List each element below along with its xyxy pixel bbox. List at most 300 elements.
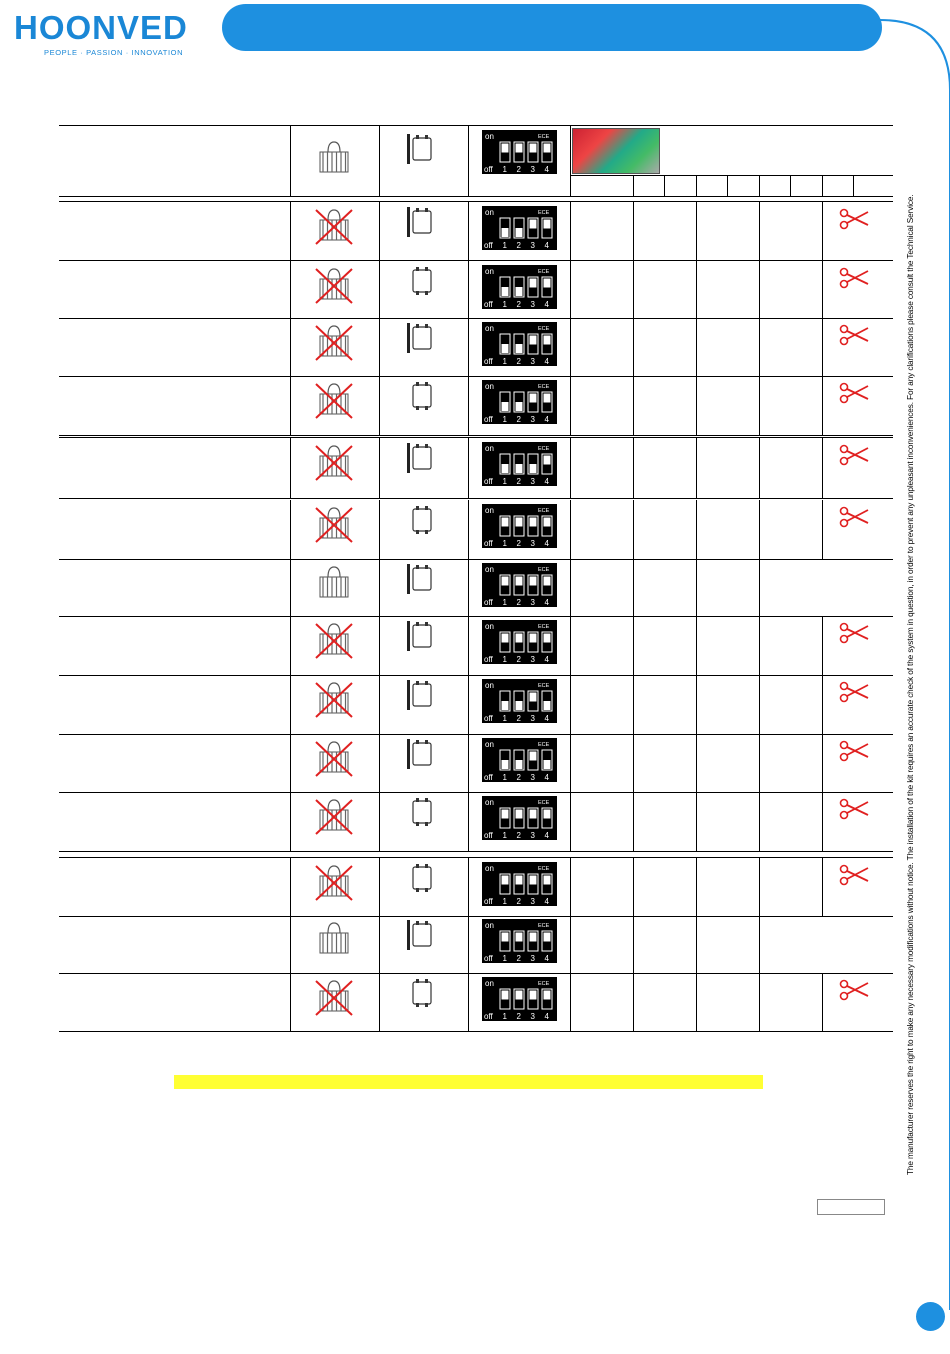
svg-text:off: off	[484, 165, 493, 174]
column-divider	[822, 376, 823, 435]
svg-text:off: off	[484, 598, 493, 607]
scissors-icon	[838, 382, 870, 404]
column-divider	[633, 734, 634, 792]
fan-disabled-icon	[314, 977, 354, 1017]
column-divider	[633, 559, 634, 616]
column-divider	[759, 734, 760, 792]
column-divider	[822, 973, 823, 1031]
svg-text:ECE: ECE	[538, 384, 550, 390]
svg-text:1: 1	[502, 655, 507, 664]
column-divider	[759, 616, 760, 675]
column-divider	[696, 734, 697, 792]
svg-text:3: 3	[530, 477, 535, 486]
column-divider	[696, 559, 697, 616]
svg-text:ECE: ECE	[538, 923, 550, 929]
svg-text:1: 1	[502, 165, 507, 174]
column-divider	[379, 915, 380, 973]
svg-text:3: 3	[530, 831, 535, 840]
svg-text:3: 3	[530, 954, 535, 963]
svg-text:3: 3	[530, 773, 535, 782]
column-divider	[468, 973, 469, 1031]
column-divider	[759, 915, 760, 973]
svg-text:3: 3	[530, 1012, 535, 1021]
subcell-divider	[696, 176, 697, 197]
svg-text:4: 4	[544, 165, 549, 174]
column-divider	[379, 792, 380, 851]
relay-module-icon	[405, 379, 435, 413]
svg-text:3: 3	[530, 598, 535, 607]
svg-text:1: 1	[502, 773, 507, 782]
relay-module-icon	[405, 441, 435, 475]
column-divider	[696, 376, 697, 435]
column-divider	[696, 973, 697, 1031]
svg-text:on: on	[485, 444, 494, 453]
svg-text:3: 3	[530, 415, 535, 424]
column-divider	[570, 973, 571, 1031]
column-divider	[633, 858, 634, 916]
dip-switch-icon	[482, 206, 557, 250]
table-row	[59, 792, 893, 852]
dip-switch-icon	[482, 380, 557, 424]
svg-text:1: 1	[502, 539, 507, 548]
svg-text:1: 1	[502, 300, 507, 309]
column-divider	[696, 858, 697, 916]
svg-text:4: 4	[544, 831, 549, 840]
column-divider	[379, 559, 380, 616]
column-divider	[759, 675, 760, 734]
disclaimer-note: The manufacturer reserves the right to make any necessary modifications without notice. The installation of the kit requires an accurate check of the system in question, in order to prevent any unpleasant inconveniences. For any clarifications please consult the Technical Service.	[906, 194, 915, 1175]
control-board-photo	[572, 128, 660, 174]
svg-text:4: 4	[544, 539, 549, 548]
svg-text:on: on	[485, 921, 494, 930]
column-divider	[570, 438, 571, 498]
relay-module-icon	[405, 678, 435, 712]
svg-text:off: off	[484, 300, 493, 309]
svg-text:4: 4	[544, 655, 549, 664]
fan-disabled-icon	[314, 206, 354, 246]
column-divider	[759, 858, 760, 916]
svg-text:4: 4	[544, 241, 549, 250]
fan-disabled-icon	[314, 442, 354, 482]
svg-text:on: on	[485, 798, 494, 807]
svg-text:1: 1	[502, 714, 507, 723]
svg-text:off: off	[484, 897, 493, 906]
column-divider	[633, 616, 634, 675]
dip-switch-icon	[482, 130, 557, 174]
svg-text:1: 1	[502, 831, 507, 840]
fan-icon	[314, 563, 354, 603]
column-divider	[290, 126, 291, 196]
column-divider	[379, 734, 380, 792]
svg-text:4: 4	[544, 954, 549, 963]
svg-text:ECE: ECE	[538, 210, 550, 216]
svg-text:on: on	[485, 681, 494, 690]
svg-text:3: 3	[530, 714, 535, 723]
svg-text:1: 1	[502, 1012, 507, 1021]
column-divider	[759, 202, 760, 260]
relay-module-icon	[405, 321, 435, 355]
svg-text:ECE: ECE	[538, 269, 550, 275]
column-divider	[759, 559, 760, 616]
column-divider	[290, 792, 291, 851]
svg-text:2: 2	[516, 539, 521, 548]
column-divider	[633, 261, 634, 318]
column-divider	[468, 376, 469, 435]
subcell-divider	[633, 176, 634, 197]
column-divider	[379, 202, 380, 260]
scissors-icon	[838, 208, 870, 230]
column-divider	[822, 616, 823, 675]
svg-text:ECE: ECE	[538, 567, 550, 573]
scissors-icon	[838, 324, 870, 346]
svg-text:off: off	[484, 714, 493, 723]
svg-text:3: 3	[530, 165, 535, 174]
scissors-icon	[838, 864, 870, 886]
column-divider	[379, 675, 380, 734]
column-divider	[696, 500, 697, 559]
svg-text:1: 1	[502, 897, 507, 906]
svg-text:on: on	[485, 622, 494, 631]
dip-switch-icon	[482, 977, 557, 1021]
brand-tagline: PEOPLE · PASSION · INNOVATION	[44, 48, 184, 57]
column-divider	[290, 261, 291, 318]
scissors-icon	[838, 979, 870, 1001]
column-divider	[290, 376, 291, 435]
table-row	[59, 616, 893, 676]
fan-icon	[314, 919, 354, 959]
column-divider	[759, 500, 760, 559]
column-divider	[379, 126, 380, 196]
column-divider	[570, 858, 571, 916]
column-divider	[633, 792, 634, 851]
table-row	[59, 437, 893, 499]
dip-switch-icon	[482, 442, 557, 486]
dip-switch-icon	[482, 620, 557, 664]
table-row	[59, 857, 893, 917]
svg-text:4: 4	[544, 477, 549, 486]
column-divider	[633, 973, 634, 1031]
svg-text:on: on	[485, 208, 494, 217]
svg-text:1: 1	[502, 357, 507, 366]
svg-text:off: off	[484, 655, 493, 664]
fan-icon	[314, 138, 354, 178]
svg-text:4: 4	[544, 598, 549, 607]
column-divider	[290, 500, 291, 559]
svg-text:2: 2	[516, 477, 521, 486]
column-divider	[822, 202, 823, 260]
column-divider	[290, 202, 291, 260]
column-divider	[290, 915, 291, 973]
column-divider	[379, 318, 380, 376]
relay-module-icon	[405, 795, 435, 829]
column-divider	[759, 438, 760, 498]
column-divider	[822, 734, 823, 792]
page-number-badge	[916, 1302, 945, 1331]
column-divider	[468, 261, 469, 318]
column-divider	[822, 500, 823, 559]
fan-disabled-icon	[314, 620, 354, 660]
column-divider	[570, 915, 571, 973]
svg-text:2: 2	[516, 165, 521, 174]
column-divider	[570, 202, 571, 260]
table-row	[59, 973, 893, 1032]
subcell-divider	[664, 176, 665, 197]
column-divider	[570, 261, 571, 318]
scissors-icon	[838, 798, 870, 820]
column-divider	[696, 915, 697, 973]
small-box	[817, 1199, 885, 1215]
column-divider	[633, 318, 634, 376]
column-divider	[633, 376, 634, 435]
column-divider	[570, 792, 571, 851]
dip-switch-icon	[482, 919, 557, 963]
relay-module-icon	[405, 861, 435, 895]
table-row	[59, 201, 893, 261]
dip-switch-icon	[482, 862, 557, 906]
subcell-divider	[853, 176, 854, 197]
svg-text:2: 2	[516, 1012, 521, 1021]
relay-module-icon	[405, 918, 435, 952]
fan-disabled-icon	[314, 265, 354, 305]
fan-disabled-icon	[314, 322, 354, 362]
column-divider	[468, 675, 469, 734]
svg-text:2: 2	[516, 598, 521, 607]
column-divider	[379, 438, 380, 498]
scissors-icon	[838, 740, 870, 762]
scissors-icon	[838, 444, 870, 466]
column-divider	[759, 318, 760, 376]
column-divider	[468, 318, 469, 376]
svg-text:2: 2	[516, 773, 521, 782]
column-divider	[822, 438, 823, 498]
column-divider	[379, 261, 380, 318]
svg-text:off: off	[484, 415, 493, 424]
column-divider	[633, 500, 634, 559]
column-divider	[570, 318, 571, 376]
fan-disabled-icon	[314, 679, 354, 719]
highlight-bar	[174, 1075, 763, 1089]
column-divider	[468, 792, 469, 851]
svg-text:off: off	[484, 954, 493, 963]
svg-text:on: on	[485, 565, 494, 574]
svg-text:4: 4	[544, 300, 549, 309]
svg-text:off: off	[484, 477, 493, 486]
column-divider	[696, 616, 697, 675]
column-divider	[696, 438, 697, 498]
column-divider	[822, 675, 823, 734]
column-divider	[759, 376, 760, 435]
svg-text:4: 4	[544, 1012, 549, 1021]
relay-module-icon	[405, 205, 435, 239]
svg-text:on: on	[485, 382, 494, 391]
scissors-icon	[838, 681, 870, 703]
table-row	[59, 675, 893, 735]
fan-disabled-icon	[314, 504, 354, 544]
svg-text:4: 4	[544, 897, 549, 906]
column-divider	[290, 318, 291, 376]
column-divider	[696, 675, 697, 734]
column-divider	[822, 261, 823, 318]
svg-text:on: on	[485, 506, 494, 515]
column-divider	[290, 973, 291, 1031]
column-divider	[822, 792, 823, 851]
column-divider	[468, 500, 469, 559]
svg-text:1: 1	[502, 241, 507, 250]
svg-text:4: 4	[544, 773, 549, 782]
svg-text:ECE: ECE	[538, 981, 550, 987]
relay-module-icon	[405, 976, 435, 1010]
column-divider	[759, 973, 760, 1031]
column-divider	[290, 559, 291, 616]
fan-disabled-icon	[314, 862, 354, 902]
svg-text:on: on	[485, 324, 494, 333]
column-divider	[468, 438, 469, 498]
dip-switch-icon	[482, 563, 557, 607]
scissors-icon	[838, 267, 870, 289]
column-divider	[570, 616, 571, 675]
column-divider	[633, 915, 634, 973]
svg-text:off: off	[484, 773, 493, 782]
column-divider	[379, 500, 380, 559]
column-divider	[696, 202, 697, 260]
fan-disabled-icon	[314, 380, 354, 420]
svg-text:4: 4	[544, 714, 549, 723]
svg-text:1: 1	[502, 477, 507, 486]
svg-text:2: 2	[516, 300, 521, 309]
column-divider	[379, 376, 380, 435]
column-divider	[290, 858, 291, 916]
column-divider	[759, 261, 760, 318]
svg-text:2: 2	[516, 897, 521, 906]
column-divider	[379, 616, 380, 675]
svg-text:2: 2	[516, 655, 521, 664]
column-divider	[759, 792, 760, 851]
column-divider	[570, 734, 571, 792]
svg-text:on: on	[485, 979, 494, 988]
column-divider	[696, 261, 697, 318]
relay-module-icon	[405, 503, 435, 537]
subcell-divider	[822, 176, 823, 197]
svg-text:on: on	[485, 740, 494, 749]
column-divider	[633, 438, 634, 498]
svg-text:ECE: ECE	[538, 446, 550, 452]
svg-text:ECE: ECE	[538, 326, 550, 332]
column-divider	[696, 318, 697, 376]
svg-text:on: on	[485, 132, 494, 141]
column-divider	[633, 675, 634, 734]
column-divider	[290, 616, 291, 675]
svg-text:3: 3	[530, 897, 535, 906]
header-subcells	[570, 175, 893, 197]
svg-text:2: 2	[516, 714, 521, 723]
column-divider	[379, 858, 380, 916]
dip-switch-icon	[482, 322, 557, 366]
dip-switch-icon	[482, 504, 557, 548]
scissors-icon	[838, 622, 870, 644]
svg-text:1: 1	[502, 954, 507, 963]
svg-text:2: 2	[516, 241, 521, 250]
column-divider	[290, 675, 291, 734]
brand-name: HOONVED	[14, 9, 188, 46]
svg-text:4: 4	[544, 357, 549, 366]
scissors-icon	[838, 506, 870, 528]
column-divider	[468, 915, 469, 973]
table-row	[59, 500, 893, 560]
relay-module-icon	[405, 619, 435, 653]
relay-module-icon	[405, 737, 435, 771]
svg-text:3: 3	[530, 241, 535, 250]
column-divider	[570, 559, 571, 616]
table-row	[59, 376, 893, 436]
dip-switch-icon	[482, 265, 557, 309]
svg-text:1: 1	[502, 415, 507, 424]
svg-text:off: off	[484, 539, 493, 548]
column-divider	[570, 500, 571, 559]
relay-module-icon	[405, 264, 435, 298]
svg-text:4: 4	[544, 415, 549, 424]
relay-module-icon	[405, 562, 435, 596]
fan-disabled-icon	[314, 796, 354, 836]
svg-text:off: off	[484, 831, 493, 840]
column-divider	[822, 318, 823, 376]
table-row	[59, 261, 893, 319]
column-divider	[379, 973, 380, 1031]
hoonved-logo	[14, 10, 204, 58]
subcell-divider	[759, 176, 760, 197]
column-divider	[468, 559, 469, 616]
svg-text:off: off	[484, 1012, 493, 1021]
column-divider	[468, 202, 469, 260]
column-divider	[290, 438, 291, 498]
column-divider	[468, 734, 469, 792]
svg-text:1: 1	[502, 598, 507, 607]
table-row	[59, 734, 893, 793]
svg-text:2: 2	[516, 954, 521, 963]
column-divider	[290, 734, 291, 792]
relay-module-icon	[405, 132, 435, 166]
svg-text:ECE: ECE	[538, 742, 550, 748]
svg-text:ECE: ECE	[538, 800, 550, 806]
svg-text:3: 3	[530, 300, 535, 309]
svg-text:on: on	[485, 267, 494, 276]
table-row	[59, 559, 893, 617]
column-divider	[570, 376, 571, 435]
dip-switch-icon	[482, 796, 557, 840]
fan-disabled-icon	[314, 738, 354, 778]
svg-text:ECE: ECE	[538, 624, 550, 630]
subcell-divider	[790, 176, 791, 197]
svg-text:2: 2	[516, 415, 521, 424]
table-row	[59, 318, 893, 377]
svg-text:off: off	[484, 241, 493, 250]
svg-text:3: 3	[530, 357, 535, 366]
column-divider	[570, 675, 571, 734]
column-divider	[822, 858, 823, 916]
svg-text:ECE: ECE	[538, 134, 550, 140]
svg-text:ECE: ECE	[538, 866, 550, 872]
column-divider	[468, 858, 469, 916]
column-divider	[633, 202, 634, 260]
column-divider	[468, 616, 469, 675]
svg-text:2: 2	[516, 357, 521, 366]
dip-switch-icon	[482, 679, 557, 723]
svg-text:off: off	[484, 357, 493, 366]
column-divider	[468, 126, 469, 196]
dip-switch-icon	[482, 738, 557, 782]
subcell-divider	[727, 176, 728, 197]
svg-text:ECE: ECE	[538, 508, 550, 514]
svg-text:on: on	[485, 864, 494, 873]
